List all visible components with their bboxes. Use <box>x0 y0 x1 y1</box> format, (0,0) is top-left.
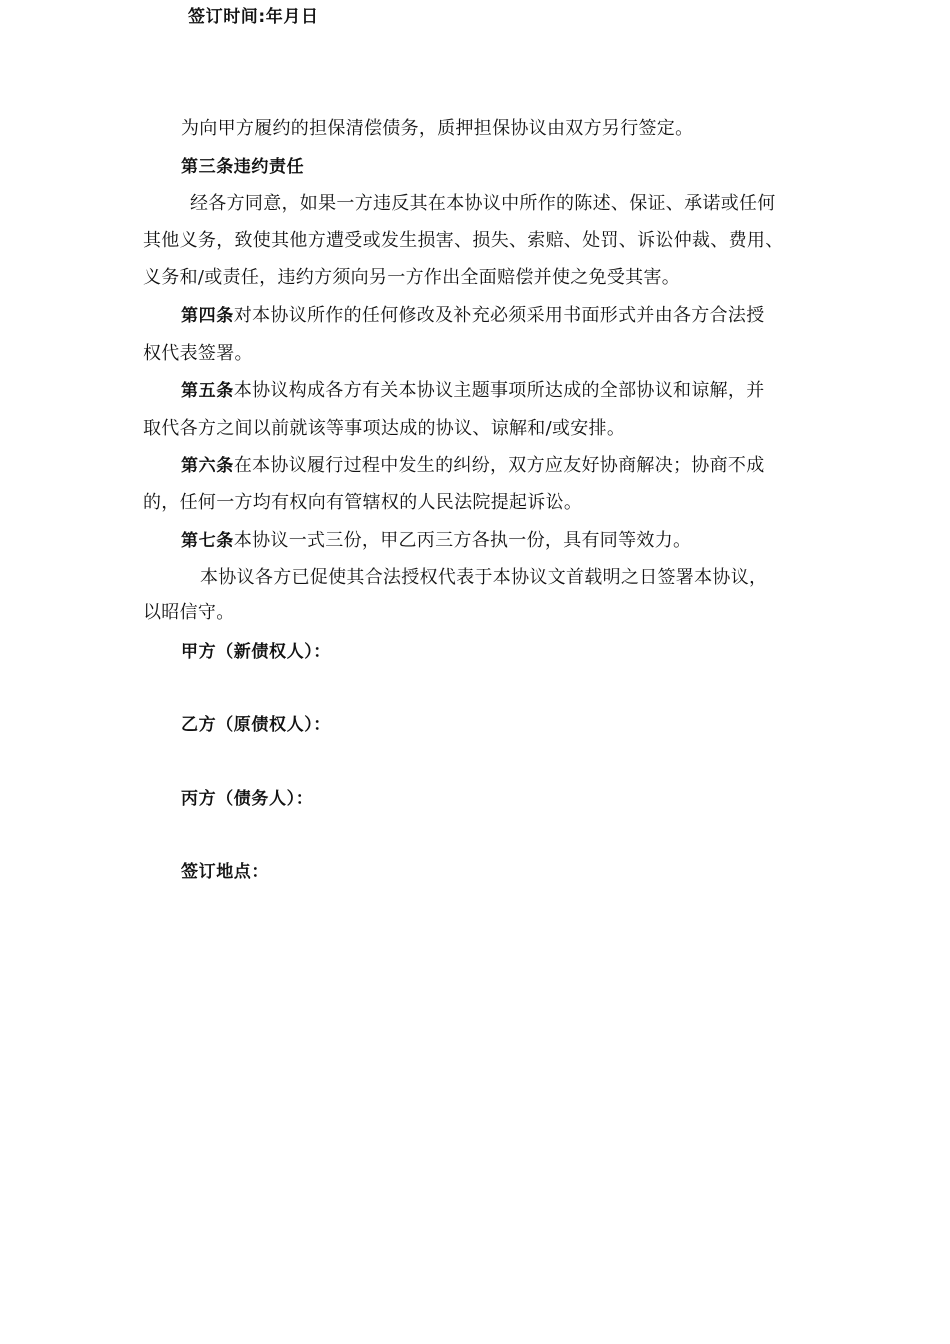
article-6-line-2: 的，任何一方均有权向有管辖权的人民法院提起诉讼。 <box>143 492 583 513</box>
party-c-signature-label: 丙方（债务人）： <box>181 789 314 809</box>
article-4-label: 第四条 <box>181 306 234 326</box>
signing-time-heading: 签订时间:年月日 <box>188 7 319 27</box>
pledge-paragraph: 为向甲方履约的担保清偿债务，质押担保协议由双方另行签定。 <box>181 118 694 139</box>
article-6-line-1 <box>181 454 765 478</box>
article-4-line-2: 权代表签署。 <box>143 343 253 364</box>
article-6-label: 第六条 <box>181 456 234 476</box>
article-4-text: 对本协议所作的任何修改及补充必须采用书面形式并由各方合法授 <box>233 305 765 326</box>
article-5-line-2: 取代各方之间以前就该等事项达成的协议、谅解和/或安排。 <box>143 418 626 439</box>
signing-place-label: 签订地点： <box>181 862 269 882</box>
article-5-label: 第五条 <box>181 381 234 401</box>
article-6-text: 在本协议履行过程中发生的纠纷，双方应友好协商解决；协商不成 <box>233 455 765 476</box>
article-7-line <box>181 529 691 553</box>
party-a-signature-label: 甲方（新债权人）： <box>181 642 331 662</box>
article-5-text: 本协议构成各方有关本协议主题事项所达成的全部协议和谅解，并 <box>233 380 765 401</box>
article-3-title: 第三条违约责任 <box>181 157 305 177</box>
article-4-line-1 <box>181 304 765 328</box>
article-3-line-1: 经各方同意，如果一方违反其在本协议中所作的陈述、保证、承诺或任何 <box>190 193 776 214</box>
closing-line-1: 本协议各方已促使其合法授权代表于本协议文首载明之日签署本协议， <box>200 567 768 588</box>
article-7-label: 第七条 <box>181 531 234 551</box>
article-7-text: 本协议一式三份，甲乙丙三方各执一份，具有同等效力。 <box>233 530 692 551</box>
article-3-line-3: 义务和/或责任，违约方须向另一方作出全面赔偿并使之免受其害。 <box>143 267 681 288</box>
party-b-signature-label: 乙方（原债权人）： <box>181 715 331 735</box>
article-5-line-1 <box>181 379 765 403</box>
closing-line-2: 以昭信守。 <box>143 602 235 623</box>
article-3-line-2: 其他义务，致使其他方遭受或发生损害、损失、索赔、处罚、诉讼仲裁、费用、 <box>143 230 784 251</box>
